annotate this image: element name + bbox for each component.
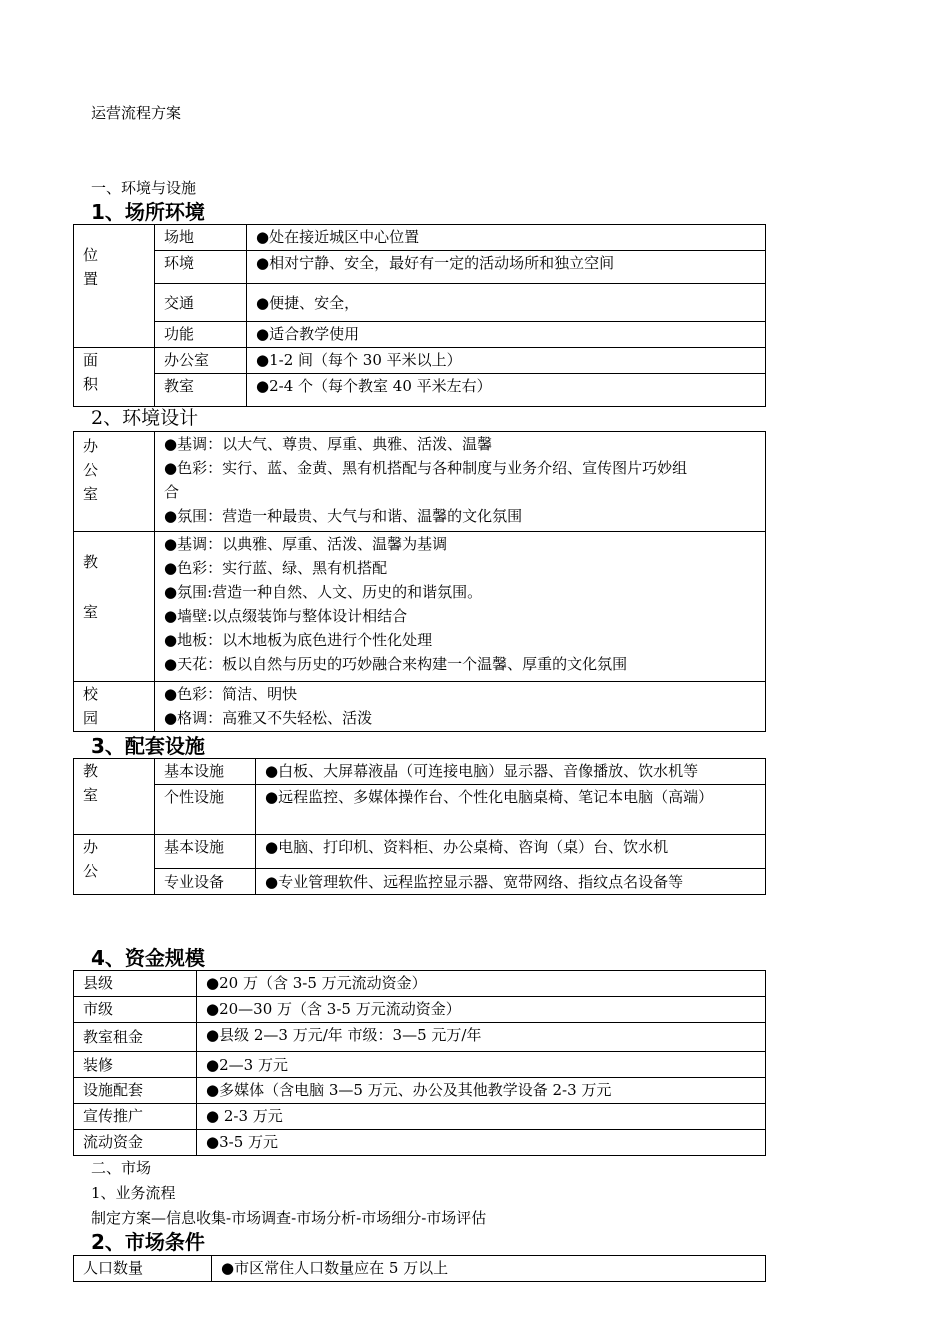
venue-table [73,224,766,407]
group-label-classroom: 教 室 [74,532,155,682]
row-label: 个性设施 [155,785,256,835]
row-label: 专业设备 [155,869,256,895]
row-value: ●远程监控、多媒体操作台、个性化电脑桌椅、笔记本电脑（高端） [256,785,766,835]
row-label: 县级 [74,971,197,997]
row-label: 装修 [74,1052,197,1078]
row-value: ●白板、大屏幕液晶（可连接电脑）显示器、音像播放、饮水机等 [256,759,766,785]
heading-environment-design: 2、环境设计 [91,407,199,429]
row-value: ●2—3 万元 [197,1052,766,1078]
row-label: 办公室 [155,348,247,374]
row-value: ●专业管理软件、远程监控显示器、宽带网络、指纹点名设备等 [256,869,766,895]
row-label: 人口数量 [74,1256,212,1282]
row-value: ●3-5 万元 [197,1130,766,1156]
row-label: 交通 [155,284,247,322]
business-flow-text: 制定方案—信息收集-市场调查-市场分析-市场细分-市场评估 [91,1209,487,1227]
heading-facilities: 3、配套设施 [91,734,205,758]
facilities-table [73,758,766,895]
group-label-area: 面 积 [74,348,155,407]
row-label: 流动资金 [74,1130,197,1156]
funding-table [73,970,766,1156]
row-value: ●县级 2—3 万元/年 市级：3—5 元万/年 [197,1023,766,1052]
doc-title: 运营流程方案 [91,104,182,122]
subheading-business-flow: 1、业务流程 [91,1184,176,1202]
row-label: 基本设施 [155,759,256,785]
group-label-classroom-facilities: 教 室 [74,759,155,835]
row-label: 基本设施 [155,835,256,869]
heading-venue-environment: 1、场所环境 [91,200,205,224]
group-label-office-facilities: 办 公 [74,835,155,895]
row-value: ●20 万（含 3-5 万元流动资金） [197,971,766,997]
row-label: 环境 [155,251,247,284]
row-label: 教室租金 [74,1023,197,1052]
row-value: ● 2-3 万元 [197,1104,766,1130]
campus-design-text: ●色彩：简洁、明快 ●格调：高雅又不失轻松、活泼 [155,682,766,732]
row-value: ●2-4 个（每个教室 40 平米左右） [247,374,766,407]
group-label-office: 办 公 室 [74,432,155,532]
classroom-design-text: ●基调：以典雅、厚重、活泼、温馨为基调 ●色彩：实行蓝、绿、黑有机搭配 ●氛围:营造一种自然、人文、历史的和谐氛围。 ●墙壁:以点缀装饰与整体设计相结合 ●地板：以木地板为底色进行个性化处理 ●天花：板以自然与历史的巧妙融合来构建一个温馨、厚重的文化氛围 [155,532,766,682]
row-value: ●电脑、打印机、资料柜、办公桌椅、咨询（桌）台、饮水机 [256,835,766,869]
market-table [73,1255,766,1282]
section-1-title: 一、环境与设施 [91,179,197,197]
row-value: ●适合教学使用 [247,322,766,348]
section-2-title: 二、市场 [91,1159,152,1177]
heading-market-conditions: 2、市场条件 [91,1230,205,1254]
group-label-location: 位 置 [74,225,155,348]
row-label: 市级 [74,997,197,1023]
row-label: 宣传推广 [74,1104,197,1130]
row-label: 设施配套 [74,1078,197,1104]
row-value: ●市区常住人口数量应在 5 万以上 [212,1256,766,1282]
row-value: ●20—30 万（含 3-5 万元流动资金） [197,997,766,1023]
office-design-text: ●基调：以大气、尊贵、厚重、典雅、活泼、温馨 ●色彩：实行、蓝、金黄、黑有机搭配与各种制度与业务介绍、宣传图片巧妙组 合 ●氛围：营造一种最贵、大气与和谐、温馨的文化氛围 [155,432,766,532]
row-label: 场地 [155,225,247,251]
row-value: ●便捷、安全， [247,284,766,322]
row-label: 功能 [155,322,247,348]
design-table [73,431,766,732]
row-value: ●处在接近城区中心位置 [247,225,766,251]
row-value: ●相对宁静、安全，最好有一定的活动场所和独立空间 [247,251,766,284]
row-value: ●1-2 间（每个 30 平米以上） [247,348,766,374]
group-label-campus: 校 园 [74,682,155,732]
heading-funding: 4、资金规模 [91,946,205,970]
row-label: 教室 [155,374,247,407]
row-value: ●多媒体（含电脑 3—5 万元、办公及其他教学设备 2-3 万元 [197,1078,766,1104]
